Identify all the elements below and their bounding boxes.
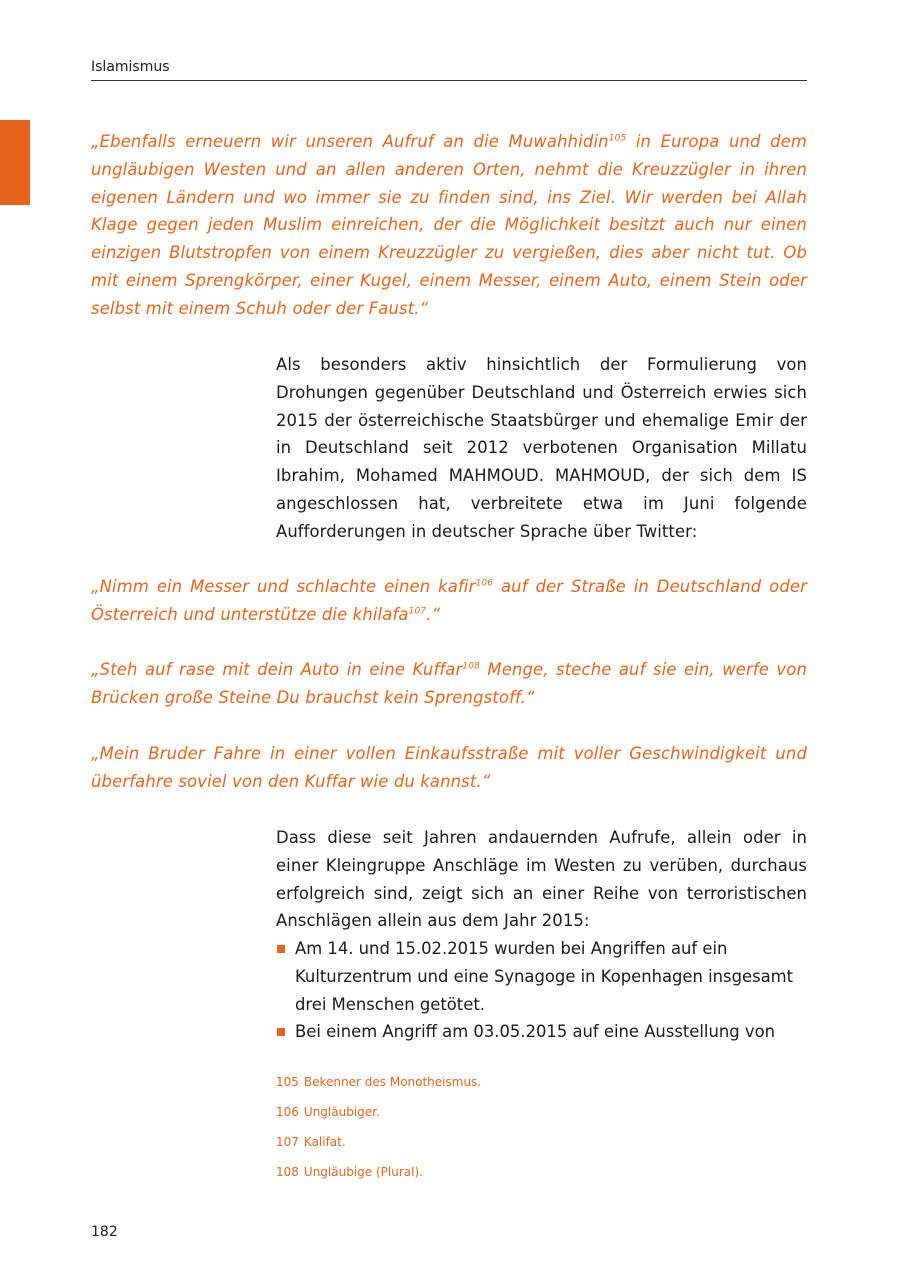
footnote-number: 105: [276, 1075, 299, 1089]
footnote-ref-108[interactable]: 108: [462, 661, 481, 672]
body-paragraph-2: Dass diese seit Jahren andauernden Aufrufe, allein oder in einer Kleingruppe Anschläge im Westen zu verüben, durchaus erfolgreich sind, zeigt sich an einer Reihe von terroristischen Anschlägen allein aus dem Jahr 2015:: [276, 828, 807, 931]
footnote-text: Bekenner des Monotheismus.: [303, 1075, 482, 1089]
attack-list: [276, 935, 807, 1046]
footnote-text: Ungläubige (Plural).: [303, 1165, 423, 1179]
footnote-text: Kalifat.: [303, 1135, 346, 1149]
quote-3-text-start: „Steh auf rase mit dein Auto in eine Kuffar: [91, 660, 463, 679]
list-item-text: Am 14. und 15.02.2015 wurden bei Angriffen auf ein Kulturzentrum und eine Synagoge in Kopenhagen insgesamt drei Menschen getötet.: [295, 939, 794, 1014]
footnote-105: [276, 1074, 481, 1090]
footnote-text: Ungläubiger.: [303, 1105, 380, 1119]
header-title: Islamismus: [91, 59, 170, 75]
body-paragraph-1: Als besonders aktiv hinsichtlich der Formulierung von Drohungen gegenüber Deutschland und Österreich erwies sich 2015 der österreichische Staatsbürger und ehemalige Emir der in Deutschland seit 2012 verbotenen Organisation Millatu Ibrahim, Mohamed MAHMOUD. MAHMOUD, der sich dem IS angeschlossen hat, verbreitete etwa im Juni folgende Aufforderungen in deutscher Sprache über Twitter:: [276, 355, 807, 541]
footnote-106: [276, 1104, 380, 1120]
running-header: [91, 58, 807, 81]
footnote-107: [276, 1134, 346, 1150]
quote-block-2: [91, 573, 807, 629]
list-item: [276, 1018, 807, 1046]
footnote-ref-107[interactable]: 107: [408, 606, 427, 617]
quote-2-text-start: „Nimm ein Messer und schlachte einen kafir: [91, 577, 476, 596]
footnote-number: 106: [276, 1105, 299, 1119]
footnote-ref-106[interactable]: 106: [475, 578, 494, 589]
footnote-ref-105[interactable]: 105: [608, 133, 627, 144]
quote-block-4: „Mein Bruder Fahre in einer vollen Einkaufsstraße mit voller Geschwindigkeit und überfahre soviel von den Kuffar wie du kannst.“: [91, 744, 807, 791]
quote-3-text-end: Menge, steche auf sie ein, werfe von Brücken große Steine Du brauchst kein Sprengstoff.“: [91, 660, 807, 707]
footnote-number: 107: [276, 1135, 299, 1149]
page-number: 182: [91, 1224, 118, 1240]
quote-1-text-end: in Europa und dem ungläubigen Westen und an allen anderen Orten, nehmt die Kreuzzügler in ihren eigenen Ländern und wo immer sie zu finden sind, ins Ziel. Wir werden bei Allah Klage gegen jeden Muslim einreichen, der die Möglichkeit besitzt auch nur einen einzigen Blutstropfen von einem Kreuzzügler zu vergießen, dies aber nicht tut. Ob mit einem Sprengkörper, einer Kugel, einem Messer, einem Auto, einem Stein oder selbst mit einem Schuh oder der Faust.“: [91, 132, 807, 318]
quote-block-1: [91, 128, 807, 323]
square-bullet-icon: [277, 1028, 285, 1036]
footnote-108: [276, 1164, 423, 1180]
quote-2-text-middle: auf der Straße in Deutschland oder Österreich und unterstütze die khilafa: [91, 577, 807, 624]
quote-1-text-start: „Ebenfalls erneuern wir unseren Aufruf an die Muwahhidin: [91, 132, 609, 151]
footnote-number: 108: [276, 1165, 299, 1179]
list-item: [276, 935, 807, 1018]
list-item-text: Bei einem Angriff am 03.05.2015 auf eine Ausstellung von: [295, 1022, 775, 1042]
square-bullet-icon: [277, 945, 285, 953]
quote-2-text-end: .“: [426, 604, 441, 624]
chapter-tab-marker: [0, 120, 30, 205]
quote-block-3: [91, 656, 807, 712]
